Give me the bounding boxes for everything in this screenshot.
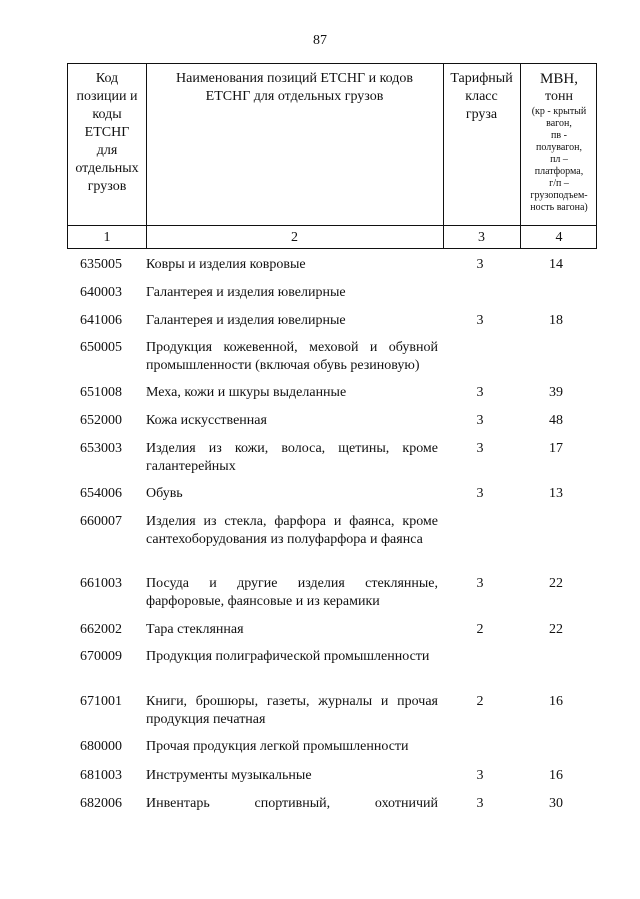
row-code: 671001 (80, 694, 122, 709)
header-note: пв - (551, 130, 567, 141)
row-name: Ковры и изделия ковровые (146, 257, 306, 272)
header-text: Наименования позиций ЕТСНГ и кодов (176, 71, 413, 86)
row-mvn: 13 (549, 486, 563, 501)
header-mvn-column (520, 70, 598, 214)
row-code: 652000 (80, 413, 122, 428)
header-note: ность вагона) (530, 202, 588, 213)
header-text: МВН, (540, 71, 578, 87)
row-name: Кожа искусственная (146, 413, 267, 428)
row-code: 662002 (80, 622, 122, 637)
header-text: для (96, 143, 118, 158)
row-code: 661003 (80, 576, 122, 591)
row-name: Изделия из кожи, волоса, щетины, кроме галантерейных (146, 441, 438, 474)
header-text: Тарифный (450, 71, 513, 86)
header-note: полувагон, (536, 142, 582, 153)
row-code: 635005 (80, 257, 122, 272)
header-text: ЕТСНГ для отдельных грузов (205, 89, 384, 104)
column-number: 2 (291, 230, 298, 245)
row-class: 3 (476, 486, 484, 501)
header-text: коды (92, 107, 122, 122)
column-number: 1 (103, 230, 111, 245)
header-class-column (443, 70, 520, 124)
row-code: 640003 (80, 285, 122, 300)
row-mvn: 39 (549, 385, 563, 400)
row-code: 654006 (80, 486, 122, 501)
header-text: класс (465, 89, 498, 104)
row-code: 650005 (80, 340, 122, 355)
header-note: вагон, (546, 118, 572, 129)
row-name: Меха, кожи и шкуры выделанные (146, 385, 347, 400)
row-code: 670009 (80, 649, 122, 664)
row-mvn: 22 (549, 622, 563, 637)
row-class: 3 (476, 385, 484, 400)
row-code: 681003 (80, 768, 122, 783)
row-name: Инструменты музыкальные (146, 768, 312, 783)
row-code: 653003 (80, 441, 122, 456)
header-text: груза (465, 107, 498, 122)
header-text: грузов (87, 179, 127, 194)
row-class: 2 (476, 622, 484, 637)
row-code: 680000 (80, 739, 122, 754)
header-name-column (146, 70, 443, 106)
header-note: г/п – (549, 178, 569, 189)
row-class: 3 (476, 413, 484, 428)
row-code: 660007 (80, 514, 122, 529)
column-number: 4 (555, 230, 563, 245)
row-class: 3 (476, 576, 484, 591)
row-class: 3 (476, 313, 484, 328)
row-mvn: 18 (549, 313, 563, 328)
row-mvn: 48 (549, 413, 563, 428)
row-mvn: 14 (549, 257, 563, 272)
row-name: Галантерея и изделия ювелирные (146, 285, 346, 300)
row-name: Тара стеклянная (146, 622, 244, 637)
row-class: 3 (476, 257, 484, 272)
header-note: (кр - крытый (531, 106, 587, 117)
row-mvn: 30 (549, 796, 563, 811)
row-code: 651008 (80, 385, 122, 400)
header-text: Код (95, 71, 119, 86)
row-mvn: 16 (549, 768, 563, 783)
header-text: позиции и (76, 89, 138, 104)
row-mvn: 17 (549, 441, 563, 456)
header-text: тонн (545, 89, 573, 104)
row-name: Инвентарь спортивный, охотничий (146, 796, 438, 811)
row-class: 3 (476, 796, 484, 811)
table-header (67, 63, 597, 249)
row-name: Галантерея и изделия ювелирные (146, 313, 346, 328)
header-code-column (68, 70, 146, 196)
header-divider (68, 225, 596, 226)
row-name: Продукция полиграфической промышленности (146, 649, 430, 664)
row-code: 641006 (80, 313, 122, 328)
row-name: Посуда и другие изделия стеклянные, фарфоровые, фаянсовые и из керамики (146, 576, 438, 609)
header-text: отдельных (75, 161, 139, 176)
column-number: 3 (478, 230, 485, 245)
header-note: платформа, (534, 166, 584, 177)
row-name: Изделия из стекла, фарфора и фаянса, кроме сантехоборудования из полуфарфора и фаянса (146, 514, 438, 547)
header-text: ЕТСНГ (84, 125, 130, 140)
row-mvn: 16 (549, 694, 563, 709)
row-class: 3 (476, 441, 484, 456)
row-class: 3 (476, 768, 484, 783)
row-class: 2 (476, 694, 484, 709)
row-name: Книги, брошюры, газеты, журналы и прочая продукция печатная (146, 694, 438, 727)
row-name: Прочая продукция легкой промышленности (146, 739, 409, 754)
row-mvn: 22 (549, 576, 563, 591)
row-name: Продукция кожевенной, меховой и обувной промышленности (включая обувь резиновую) (146, 340, 438, 373)
page-number: 87 (313, 33, 327, 48)
row-name: Обувь (146, 486, 183, 501)
row-code: 682006 (80, 796, 122, 811)
header-note: грузоподъем- (530, 190, 588, 201)
header-note: пл – (550, 154, 568, 165)
